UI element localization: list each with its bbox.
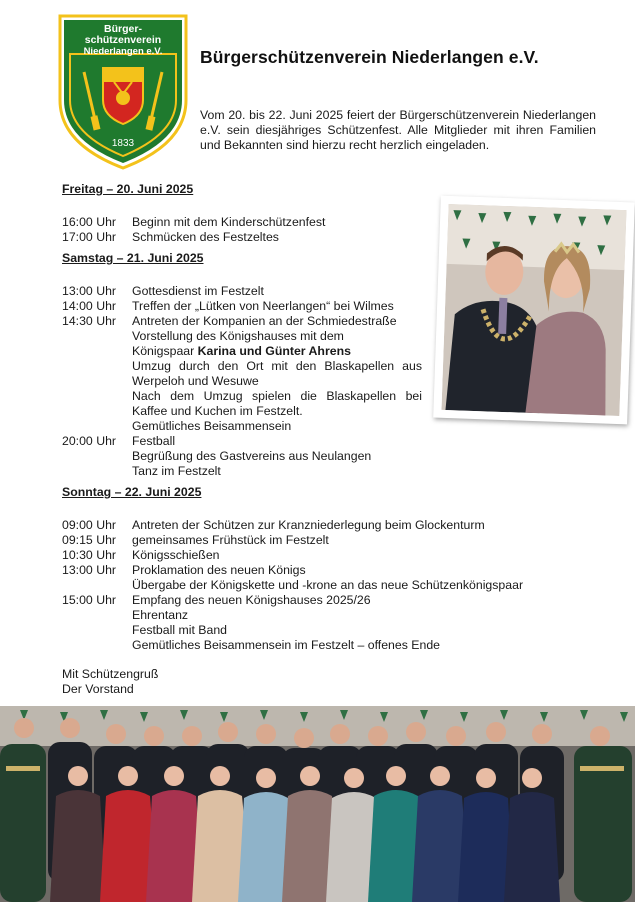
entry-time: 15:00 Uhr	[62, 593, 117, 607]
entry-line: Begrüßung des Gastvereins aus Neulangen	[132, 449, 372, 463]
entry-line: Übergabe der Königskette und -krone an das neue Schützenkönigspaar	[132, 578, 524, 592]
closing-signature: Der Vorstand	[62, 682, 134, 696]
entry-time: 09:00 Uhr	[62, 518, 117, 532]
entry-details	[132, 434, 582, 479]
entry-time: 20:00 Uhr	[62, 434, 117, 448]
entry-line: Antreten der Kompanien an der Schmiedestraße	[132, 314, 397, 328]
entry-text: Beginn mit dem Kinderschützenfest	[132, 215, 326, 229]
entry-text: gemeinsames Frühstück im Festzelt	[132, 533, 329, 547]
entry-text: Antreten der Schützen zur Kranzniederlegung beim Glockenturm	[132, 518, 485, 532]
closing	[62, 667, 582, 697]
entry-details	[132, 593, 582, 653]
coat-of-arms-icon	[103, 68, 143, 124]
schedule-entry	[62, 533, 582, 548]
intro-text: Vom 20. bis 22. Juni 2025 feiert der Bürgerschützenverein Niederlangen e.V. sein diesjähriges Schützenfest. Alle Mitglieder mit ihren Familien und Bekannten sind hierzu recht herzlich eingeladen.	[200, 108, 596, 152]
entry-line: Festball mit Band	[132, 623, 228, 637]
entry-text: Königspaar	[132, 344, 198, 358]
sunday-heading: Sonntag – 22. Juni 2025	[62, 485, 202, 499]
club-logo	[56, 12, 190, 172]
entry-time: 14:00 Uhr	[62, 299, 117, 313]
closing-greeting: Mit Schützengruß	[62, 667, 159, 681]
entry-line: Festball	[132, 434, 176, 448]
schedule-entry	[62, 563, 582, 593]
entry-line: Ehrentanz	[132, 608, 189, 622]
entry-line: Gemütliches Beisammensein	[132, 419, 292, 433]
saturday-heading: Samstag – 21. Juni 2025	[62, 251, 204, 265]
entry-line: Nach dem Umzug spielen die Blaskapellen bei Kaffee und Kuchen im Festzelt.	[132, 389, 422, 418]
logo-text-1: Bürger-	[104, 23, 142, 35]
friday-heading: Freitag – 20. Juni 2025	[62, 182, 194, 196]
logo-text-2: schützenverein	[84, 34, 162, 46]
entry-line: Vorstellung des Königshauses mit dem	[132, 329, 344, 343]
schedule-entry	[62, 593, 582, 653]
entry-time: 17:00 Uhr	[62, 230, 117, 244]
entry-time: 13:00 Uhr	[62, 284, 117, 298]
entry-line: Umzug durch den Ort mit den Blaskapellen aus Werpeloh und Wesuwe	[132, 359, 422, 388]
entry-details	[132, 314, 422, 434]
entry-line: Empfang des neuen Königshauses 2025/26	[132, 593, 371, 607]
entry-time: 16:00 Uhr	[62, 215, 117, 229]
entry-time: 10:30 Uhr	[62, 548, 117, 562]
entry-line: Gemütliches Beisammensein im Festzelt – offenes Ende	[132, 638, 441, 652]
schedule-entry	[62, 434, 582, 479]
entry-line	[132, 344, 422, 359]
entry-details	[132, 563, 582, 593]
entry-line: Tanz im Festzelt	[132, 464, 221, 478]
logo-text-3: Niederlangen e.V.	[83, 46, 163, 57]
schedule-entry	[62, 518, 582, 533]
entry-text: Königsschießen	[132, 548, 220, 562]
page-title: Bürgerschützenverein Niederlangen e.V.	[200, 47, 539, 67]
entry-line: Proklamation des neuen Königs	[132, 563, 306, 577]
entry-text: Treffen der „Lütken von Neerlangen“ bei Wilmes	[132, 299, 394, 313]
entry-time: 13:00 Uhr	[62, 563, 117, 577]
royal-couple-photo	[433, 196, 635, 425]
royal-couple-name: Karina und Günter Ahrens	[197, 344, 351, 358]
entry-text: Schmücken des Festzeltes	[132, 230, 279, 244]
schedule-entry	[62, 548, 582, 563]
logo-year: 1833	[111, 138, 135, 149]
entry-text: Gottesdienst im Festzelt	[132, 284, 264, 298]
group-photo	[0, 706, 635, 902]
entry-time: 09:15 Uhr	[62, 533, 117, 547]
entry-time: 14:30 Uhr	[62, 314, 117, 328]
